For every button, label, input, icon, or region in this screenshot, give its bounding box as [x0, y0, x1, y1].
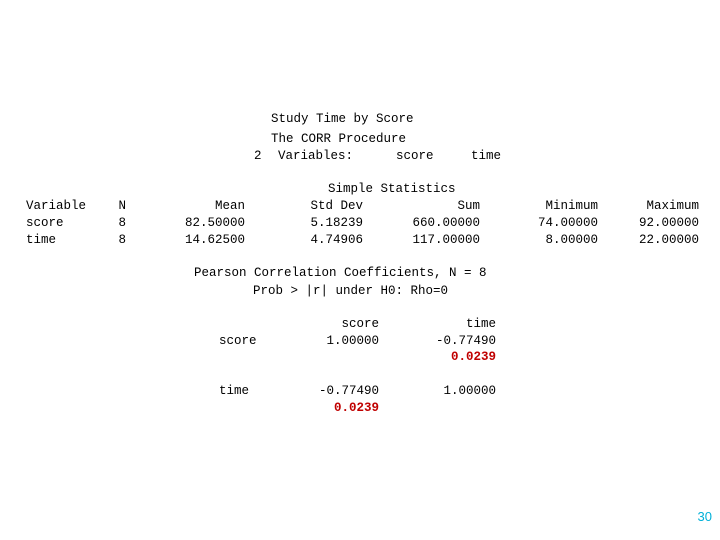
correlation-title: Pearson Correlation Coefficients, N = 8 — [194, 266, 487, 280]
correlation-subtitle: Prob > |r| under H0: Rho=0 — [253, 284, 449, 298]
cell-std-dev: 4.74906 — [310, 233, 363, 247]
simple-stats-title: Simple Statistics — [328, 182, 456, 196]
procedure-name: The CORR Procedure — [271, 132, 407, 146]
correlation-value: -0.77490 — [435, 334, 496, 348]
cell-std-dev: 5.18239 — [310, 216, 363, 230]
col-header-n: N — [118, 199, 126, 213]
cell-mean: 14.62500 — [184, 233, 245, 247]
cell-sum: 660.00000 — [412, 216, 480, 230]
matrix-row-label: score — [219, 334, 257, 348]
cell-minimum: 8.00000 — [545, 233, 598, 247]
variable-count: 2 — [254, 149, 262, 163]
matrix-col-header-score: score — [341, 317, 379, 331]
col-header-std-dev: Std Dev — [310, 199, 363, 213]
cell-n: 8 — [118, 216, 126, 230]
cell-variable: time — [26, 233, 57, 247]
report-title: Study Time by Score — [271, 112, 414, 126]
col-header-sum: Sum — [457, 199, 480, 213]
matrix-col-header-time: time — [465, 317, 496, 331]
cell-maximum: 92.00000 — [638, 216, 699, 230]
correlation-value: 1.00000 — [326, 334, 379, 348]
variable-name-score: score — [396, 149, 434, 163]
cell-n: 8 — [118, 233, 126, 247]
cell-minimum: 74.00000 — [537, 216, 598, 230]
col-header-variable: Variable — [26, 199, 87, 213]
col-header-minimum: Minimum — [545, 199, 598, 213]
correlation-value: 1.00000 — [443, 384, 496, 398]
page-number: 30 — [697, 509, 712, 524]
correlation-value: -0.77490 — [318, 384, 379, 398]
col-header-mean: Mean — [214, 199, 245, 213]
cell-mean: 82.50000 — [184, 216, 245, 230]
col-header-maximum: Maximum — [646, 199, 699, 213]
cell-sum: 117.00000 — [412, 233, 480, 247]
variable-name-time: time — [471, 149, 502, 163]
cell-variable: score — [26, 216, 64, 230]
cell-maximum: 22.00000 — [638, 233, 699, 247]
matrix-row-label: time — [219, 384, 250, 398]
p-value: 0.0239 — [333, 401, 379, 415]
variables-label: Variables: — [278, 149, 354, 163]
p-value: 0.0239 — [450, 350, 496, 364]
